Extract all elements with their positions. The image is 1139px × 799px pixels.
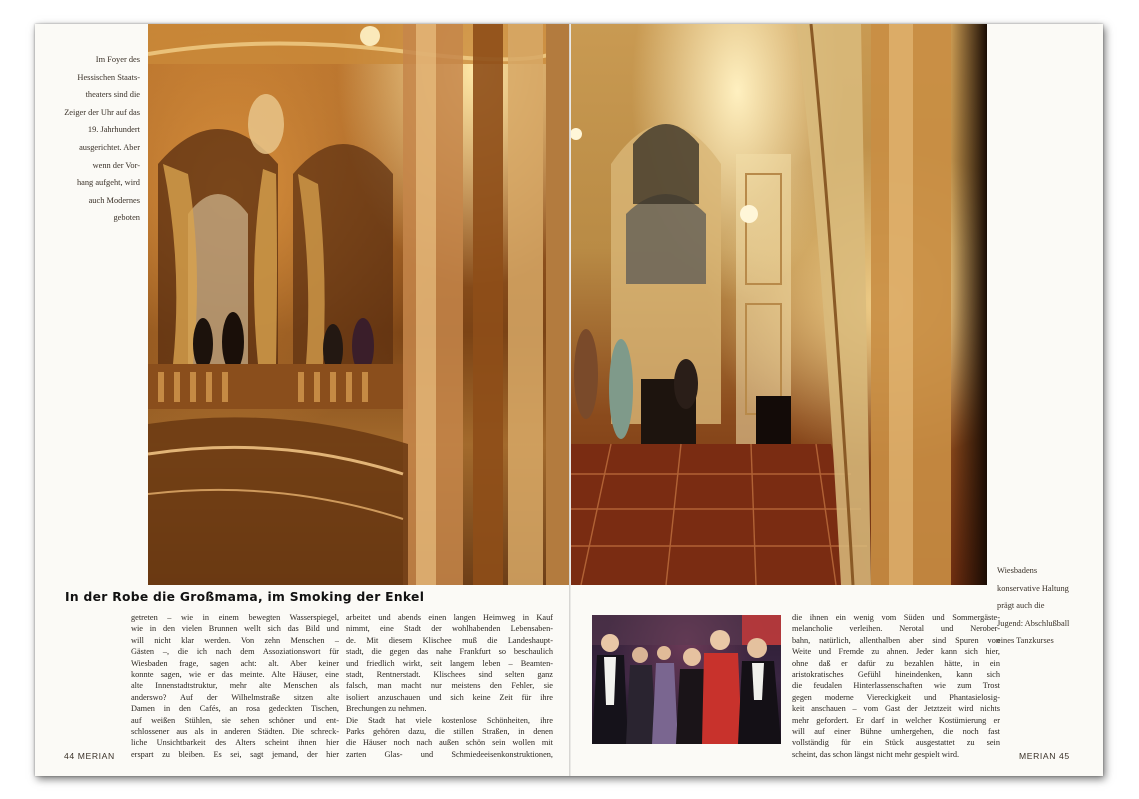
text-line: bahn, natürlich, allenthalben aber sind Spuren von <box>792 635 1000 645</box>
text-line: die Häuser noch nach außen schön sein wollen mit <box>346 738 553 748</box>
text-line: Wiesbaden frage, sagen acht: alt. Aber keiner <box>131 658 339 668</box>
foyer-illustration <box>148 24 569 585</box>
text-line: getreten – wie in einem bewegten Wasserspiegel, <box>131 613 339 622</box>
dance-class-illustration <box>592 615 781 744</box>
text-line: Weite und Fremde zu ahnen. Jeder kann sich hier, <box>792 647 1000 657</box>
caption-line: Jugend: Abschlußball <box>997 618 1070 628</box>
caption-line: prägt auch die <box>997 601 1045 611</box>
caption-line: hang aufgeht, wird <box>76 178 140 188</box>
caption-line: 19. Jahrhundert <box>87 125 140 135</box>
text-line: scheint, das schon längst nicht mehr gespielt wird. <box>792 749 960 759</box>
room-illustration <box>571 24 987 585</box>
text-column-1 <box>131 612 339 760</box>
text-line: gegen moderne Viereckigkeit und Phantasielosig- <box>792 692 1000 702</box>
caption-line: auch Modernes <box>88 195 140 205</box>
text-line: stadt, die gegen das nahe Frankfurt so beschaulich <box>346 647 553 657</box>
page-gutter <box>569 24 571 776</box>
text-column-3 <box>792 612 1000 760</box>
text-line: stadt, Rentnerstadt. Klischees sind selten ganz <box>346 670 553 680</box>
text-line: Gästen –, die ich nach dem Assoziationswort für <box>131 647 339 657</box>
text-line: Damen in den Cafés, an rosa gedeckten Tischen, <box>131 704 339 714</box>
text-line: die feudalen Hinterlassenschaften wie zum Trost <box>792 681 1000 691</box>
text-line: isoliert anzuschauen und sich keine Zeit für ihre <box>346 692 553 702</box>
left-photo-caption <box>60 51 140 227</box>
caption-line: geboten <box>113 213 140 223</box>
text-line: aristokratisches Gefühl hineindenken, kann sich <box>792 670 1000 680</box>
text-line: erspart zu bleiben. Es sei, sagt jemand, der hier <box>131 749 339 759</box>
right-photo-caption <box>997 562 1097 650</box>
text-line: arbeitet und abends einen langen Heimweg in Kauf <box>346 613 553 622</box>
text-line: Brechungen zu nehmen. <box>346 704 427 714</box>
text-line: falsch, man macht nur meistens den Fehler, sie <box>346 681 553 691</box>
caption-line: Zeiger der Uhr auf das <box>64 107 140 117</box>
page-number-right: MERIAN 45 <box>1019 751 1070 761</box>
text-line: Parks gehören dazu, die stillen Straßen, in denen <box>346 727 553 737</box>
theater-room-photo <box>571 24 987 585</box>
caption-line: eines Tanzkurses <box>997 636 1054 646</box>
text-line: konnte sagen, wie er das meinte. Alte Häuser, eine <box>131 670 339 680</box>
text-line: liche Unsichtbarkeit des Alters scheint ihnen hier <box>131 738 339 748</box>
text-line: und friedlich wirkt, seit langem leben – Beamten- <box>346 658 553 668</box>
theater-foyer-photo <box>148 24 569 585</box>
text-line: alte Innenstadtstruktur, mehr alte Menschen als <box>131 681 339 691</box>
text-line: ohne daß er dafür zu bezahlen hätte, in ein <box>792 658 1000 668</box>
caption-line: Wiesbadens <box>997 566 1038 575</box>
text-line: will auf einer Bühne umhergehen, die noch fast <box>792 727 1000 737</box>
text-line: keit anschauen – vom Gast der Jetztzeit wird nichts <box>792 704 1000 714</box>
text-line: die ihnen ein wenig vom Süden und Sommergäste- <box>792 613 1000 622</box>
page-number-left: 44 MERIAN <box>64 751 115 761</box>
text-line: Die Stadt hat viele kostenlose Schönheiten, ihre <box>346 715 553 725</box>
text-line: auf weißen Stühlen, sie sehen schöner und ent- <box>131 715 339 725</box>
text-line: wie in den vielen Brunnen wellt sich das Bild und <box>131 624 339 634</box>
caption-line: konservative Haltung <box>997 583 1069 593</box>
text-line: mehr gefordert. Er darf in welcher Kostümierung er <box>792 715 1000 725</box>
article-headline: In der Robe die Großmama, im Smoking der Enkel <box>65 590 425 604</box>
caption-line: theaters sind die <box>85 90 140 100</box>
text-line: de. Mit diesem Klischee muß die Landeshaupt- <box>346 635 553 645</box>
text-line: zarten Glas- und Schmiedeeisenkonstruktionen, <box>346 749 553 759</box>
caption-line: Im Foyer des <box>95 55 140 64</box>
text-line: melancholie verleihen. Nerotal und Nerober- <box>792 624 1000 634</box>
caption-line: ausgerichtet. Aber <box>79 142 140 152</box>
dance-class-photo <box>592 615 781 744</box>
text-column-2 <box>346 612 553 760</box>
text-line: nimmt, eine Stadt der wohlhabenden Lebensaben- <box>346 624 553 634</box>
text-line: anderswo? Auf der Wilhelmstraße sitzen alte <box>131 692 339 702</box>
text-line: will nicht klar werden. Von zehn Menschen – <box>131 635 339 645</box>
text-line: vollständig für ein Stück ausgestattet zu sein <box>792 738 1000 748</box>
caption-line: wenn der Vor- <box>92 160 140 170</box>
caption-line: Hessischen Staats- <box>77 72 140 82</box>
text-line: schlossener aus als in anderen Städten. Die schreck- <box>131 727 339 737</box>
magazine-spread <box>35 24 1103 776</box>
photo-shadow <box>951 24 987 585</box>
